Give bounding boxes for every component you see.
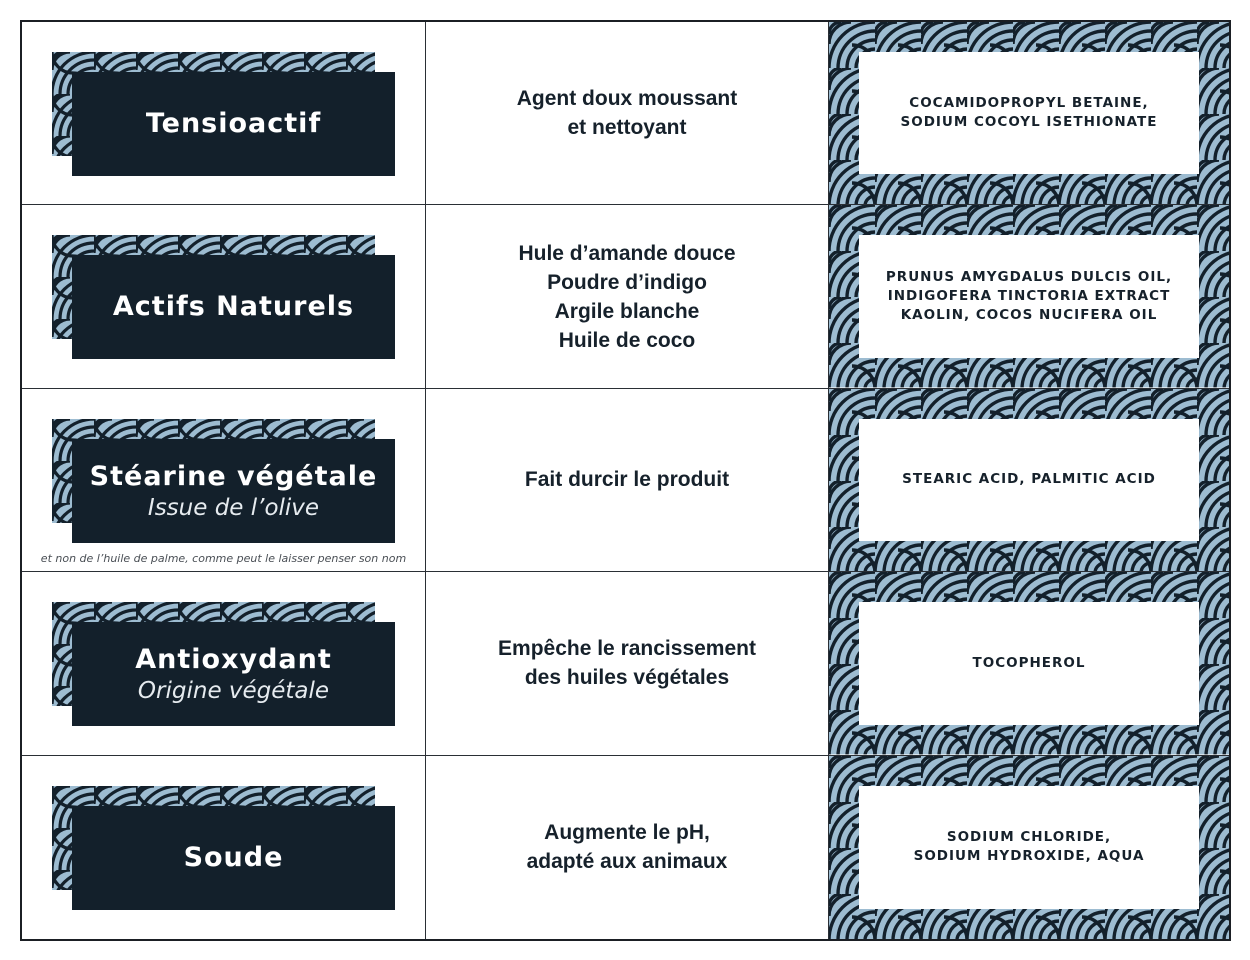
label-box (72, 72, 395, 176)
ingredient-description-cell (426, 22, 829, 205)
ingredient-label (52, 235, 395, 359)
ingredient-inci: PRUNUS AMYGDALUS DULCIS OIL, INDIGOFERA TINCTORIA EXTRACT KAOLIN, COCOS NUCIFERA OIL (859, 235, 1199, 357)
ingredient-description-cell (426, 389, 829, 572)
ingredient-label-cell (22, 205, 426, 388)
ingredient-label-cell (22, 389, 426, 572)
ingredient-inci-cell (829, 756, 1229, 939)
ingredient-title: Soude (183, 841, 284, 873)
ingredient-description-cell (426, 756, 829, 939)
ingredient-inci-cell (829, 205, 1229, 388)
ingredient-inci: COCAMIDOPROPYL BETAINE, SODIUM COCOYL ISETHIONATE (859, 52, 1199, 174)
ingredient-inci-cell (829, 22, 1229, 205)
ingredient-inci-cell (829, 389, 1229, 572)
ingredient-label-cell (22, 756, 426, 939)
ingredients-table (20, 20, 1231, 941)
ingredient-inci: SODIUM CHLORIDE, SODIUM HYDROXIDE, AQUA (859, 786, 1199, 909)
ingredient-inci: STEARIC ACID, PALMITIC ACID (859, 419, 1199, 541)
ingredient-subtitle: Origine végétale (137, 678, 330, 705)
label-box (72, 806, 395, 910)
ingredient-description: Hule d’amande douce Poudre d’indigo Argile blanche Huile de coco (518, 241, 736, 352)
ingredient-note: et non de l’huile de palme, comme peut le laisser penser son nom (40, 552, 407, 566)
ingredient-label (52, 52, 395, 176)
ingredient-title: Antioxydant (135, 644, 332, 676)
ingredient-label (52, 786, 395, 910)
ingredient-title: Tensioactif (145, 108, 322, 139)
ingredient-title: Stéarine végétale (89, 460, 378, 492)
label-box (72, 255, 395, 359)
ingredient-description-cell (426, 205, 829, 388)
ingredient-label-cell (22, 22, 426, 205)
ingredient-description: Fait durcir le produit (524, 468, 730, 492)
ingredient-description-cell (426, 572, 829, 755)
ingredient-label (52, 602, 395, 726)
ingredient-label (52, 419, 395, 543)
ingredient-inci-cell (829, 572, 1229, 755)
ingredient-label-cell (22, 572, 426, 755)
ingredient-description: Augmente le pH, adapté aux animaux (526, 821, 728, 874)
ingredient-inci: TOCOPHEROL (859, 602, 1199, 724)
ingredient-description: Agent doux moussant et nettoyant (516, 87, 738, 140)
ingredient-description: Empêche le rancissement des huiles végétales (498, 637, 756, 690)
label-box (72, 439, 395, 543)
label-box (72, 622, 395, 726)
ingredient-subtitle: Issue de l’olive (147, 494, 320, 521)
ingredient-title: Actifs Naturels (112, 291, 355, 323)
